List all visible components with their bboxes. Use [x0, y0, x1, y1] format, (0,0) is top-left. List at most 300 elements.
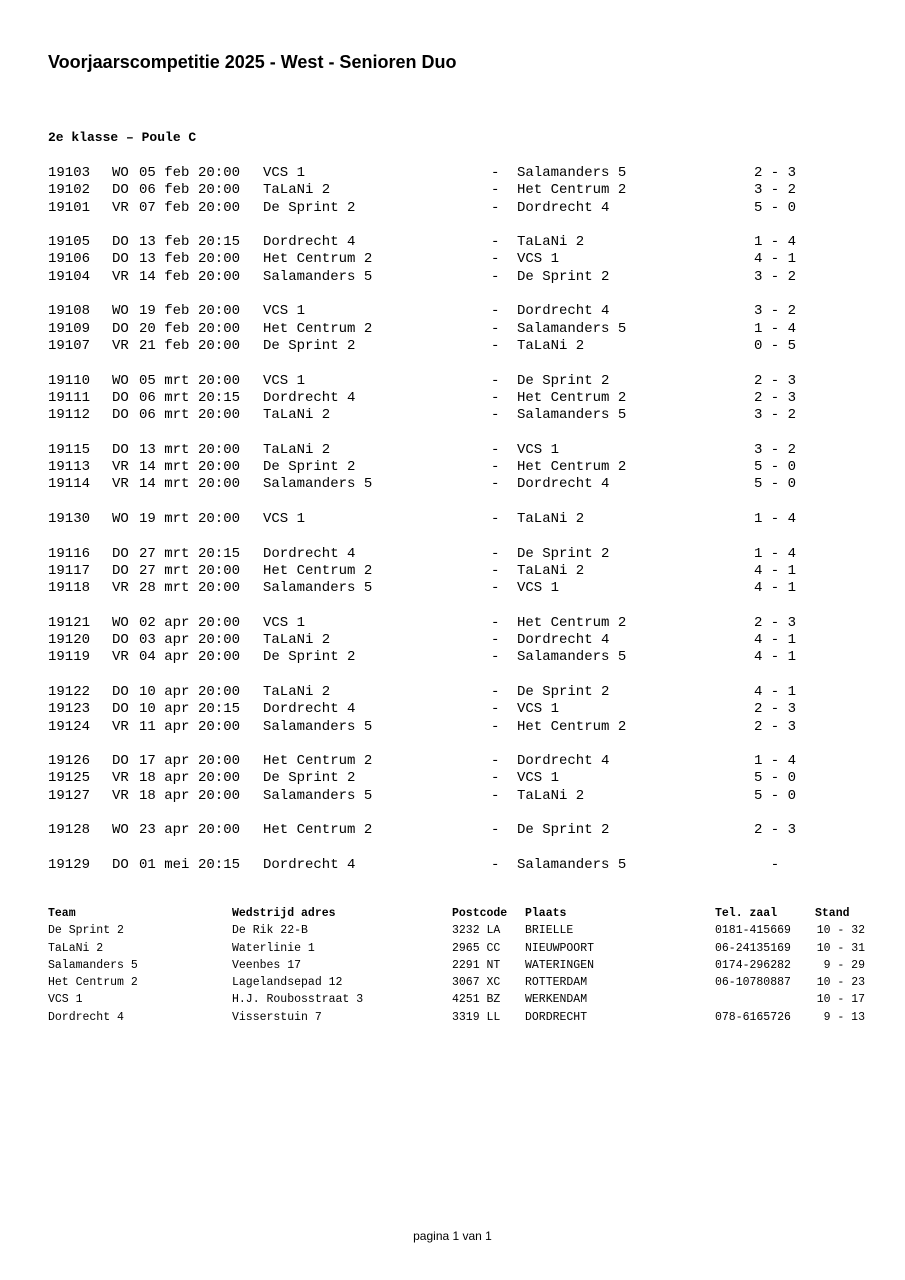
away-team: Dordrecht 4	[517, 632, 610, 649]
table-row	[0, 1009, 905, 1026]
match-row	[0, 632, 905, 649]
match-row	[0, 165, 905, 182]
match-row	[0, 788, 905, 805]
home-team: VCS 1	[263, 303, 306, 320]
match-number: 19127	[48, 787, 91, 804]
match-time: 20:00	[198, 476, 241, 493]
team-phone: 078-6165726	[715, 1010, 791, 1024]
match-number: 19124	[48, 718, 91, 735]
match-row	[0, 321, 905, 338]
versus-dash: -	[491, 372, 500, 389]
match-row	[0, 338, 905, 355]
match-date: 10 apr	[139, 701, 190, 718]
match-round	[0, 615, 905, 667]
match-round	[0, 753, 905, 805]
match-date: 06 mrt	[139, 389, 190, 406]
match-time: 20:00	[198, 562, 241, 579]
match-date: 19 mrt	[139, 510, 190, 527]
match-score: 3 - 2	[753, 441, 796, 458]
versus-dash: -	[491, 770, 500, 787]
match-round	[0, 511, 905, 528]
match-time: 20:00	[198, 718, 241, 735]
match-row	[0, 407, 905, 424]
away-team: Salamanders 5	[517, 407, 627, 424]
match-score: 4 - 1	[753, 580, 796, 597]
versus-dash: -	[491, 234, 500, 251]
match-score: 4 - 1	[753, 683, 796, 700]
team-stand: 10 - 17	[816, 993, 865, 1007]
match-time: 20:15	[198, 545, 241, 562]
match-day: DO	[112, 545, 129, 562]
away-team: Dordrecht 4	[517, 199, 610, 216]
match-score: 2 - 3	[753, 822, 796, 839]
away-team: Het Centrum 2	[517, 459, 627, 476]
match-day: DO	[112, 701, 129, 718]
match-score: -	[770, 856, 780, 873]
match-score: 1 - 4	[753, 320, 796, 337]
teams-table	[0, 905, 905, 1026]
away-team: TaLaNi 2	[517, 510, 585, 527]
match-date: 02 apr	[139, 614, 190, 631]
match-time: 20:00	[198, 510, 241, 527]
match-date: 06 feb	[139, 182, 190, 199]
team-stand: 10 - 31	[816, 941, 865, 955]
match-number: 19103	[48, 165, 91, 181]
match-round	[0, 822, 905, 839]
match-score: 2 - 3	[753, 614, 796, 631]
home-team: Salamanders 5	[263, 787, 373, 804]
match-row	[0, 269, 905, 286]
match-date: 10 apr	[139, 683, 190, 700]
match-day: DO	[112, 856, 129, 873]
match-day: DO	[112, 234, 129, 251]
table-row	[0, 940, 905, 957]
match-date: 14 feb	[139, 268, 190, 285]
match-date: 19 feb	[139, 303, 190, 320]
match-day: VR	[112, 459, 129, 476]
home-team: Het Centrum 2	[263, 562, 373, 579]
match-date: 07 feb	[139, 199, 190, 216]
match-number: 19116	[48, 545, 91, 562]
team-address: Visserstuin 7	[232, 1010, 322, 1024]
team-name: Salamanders 5	[48, 958, 138, 972]
team-city: WATERINGEN	[525, 958, 595, 972]
match-day: DO	[112, 251, 129, 268]
match-date: 03 apr	[139, 632, 190, 649]
away-team: De Sprint 2	[517, 545, 610, 562]
match-round	[0, 234, 905, 286]
match-row	[0, 303, 905, 320]
away-team: VCS 1	[517, 441, 560, 458]
versus-dash: -	[491, 683, 500, 700]
match-number: 19118	[48, 580, 91, 597]
match-day: VR	[112, 476, 129, 493]
match-date: 21 feb	[139, 337, 190, 354]
match-date: 06 mrt	[139, 407, 190, 424]
versus-dash: -	[491, 165, 500, 181]
match-day: DO	[112, 562, 129, 579]
match-day: WO	[112, 614, 129, 631]
match-day: WO	[112, 372, 129, 389]
match-score: 5 - 0	[753, 476, 796, 493]
team-phone: 0181-415669	[715, 924, 791, 938]
team-postcode: 2965 CC	[452, 941, 501, 955]
match-number: 19101	[48, 199, 91, 216]
match-date: 05 mrt	[139, 372, 190, 389]
match-number: 19129	[48, 856, 91, 873]
match-score: 1 - 4	[753, 234, 796, 251]
match-time: 20:00	[198, 407, 241, 424]
match-number: 19109	[48, 320, 91, 337]
match-date: 14 mrt	[139, 459, 190, 476]
match-score: 4 - 1	[753, 632, 796, 649]
match-day: DO	[112, 683, 129, 700]
match-time: 20:00	[198, 459, 241, 476]
match-number: 19108	[48, 303, 91, 320]
versus-dash: -	[491, 580, 500, 597]
match-score: 3 - 2	[753, 407, 796, 424]
home-team: Het Centrum 2	[263, 753, 373, 770]
team-postcode: 3232 LA	[452, 924, 501, 938]
match-day: VR	[112, 268, 129, 285]
match-number: 19117	[48, 562, 91, 579]
match-score: 5 - 0	[753, 787, 796, 804]
home-team: Het Centrum 2	[263, 251, 373, 268]
match-day: DO	[112, 389, 129, 406]
match-day: VR	[112, 787, 129, 804]
header-postcode: Postcode	[452, 907, 508, 920]
team-city: BRIELLE	[525, 924, 574, 938]
versus-dash: -	[491, 753, 500, 770]
match-round	[0, 684, 905, 736]
match-number: 19126	[48, 753, 91, 770]
table-row	[0, 922, 905, 939]
home-team: TaLaNi 2	[263, 407, 331, 424]
match-date: 27 mrt	[139, 545, 190, 562]
match-row	[0, 251, 905, 268]
versus-dash: -	[491, 701, 500, 718]
match-time: 20:00	[198, 182, 241, 199]
section-title: 2e klasse – Poule C	[48, 130, 197, 145]
match-date: 13 feb	[139, 234, 190, 251]
table-row	[0, 957, 905, 974]
away-team: Het Centrum 2	[517, 718, 627, 735]
versus-dash: -	[491, 718, 500, 735]
away-team: De Sprint 2	[517, 822, 610, 839]
match-score: 2 - 3	[753, 701, 796, 718]
match-row	[0, 234, 905, 251]
match-date: 20 feb	[139, 320, 190, 337]
versus-dash: -	[491, 199, 500, 216]
match-row	[0, 442, 905, 459]
match-time: 20:00	[198, 580, 241, 597]
away-team: Dordrecht 4	[517, 303, 610, 320]
match-row	[0, 770, 905, 787]
match-row	[0, 546, 905, 563]
versus-dash: -	[491, 632, 500, 649]
versus-dash: -	[491, 562, 500, 579]
match-score: 5 - 0	[753, 459, 796, 476]
team-name: VCS 1	[48, 993, 83, 1007]
versus-dash: -	[491, 459, 500, 476]
match-number: 19128	[48, 822, 91, 839]
away-team: Het Centrum 2	[517, 182, 627, 199]
home-team: Dordrecht 4	[263, 389, 356, 406]
home-team: Salamanders 5	[263, 268, 373, 285]
team-city: ROTTERDAM	[525, 976, 588, 990]
match-row	[0, 753, 905, 770]
match-day: DO	[112, 441, 129, 458]
match-date: 17 apr	[139, 753, 190, 770]
match-time: 20:00	[198, 632, 241, 649]
match-number: 19122	[48, 683, 91, 700]
away-team: De Sprint 2	[517, 683, 610, 700]
match-time: 20:15	[198, 389, 241, 406]
team-address: De Rik 22-B	[232, 924, 308, 938]
away-team: Dordrecht 4	[517, 476, 610, 493]
match-date: 28 mrt	[139, 580, 190, 597]
home-team: Dordrecht 4	[263, 701, 356, 718]
away-team: Salamanders 5	[517, 165, 627, 181]
match-time: 20:00	[198, 649, 241, 666]
home-team: De Sprint 2	[263, 770, 356, 787]
match-time: 20:00	[198, 372, 241, 389]
match-day: DO	[112, 753, 129, 770]
versus-dash: -	[491, 303, 500, 320]
match-time: 20:00	[198, 337, 241, 354]
away-team: VCS 1	[517, 251, 560, 268]
header-city: Plaats	[525, 907, 567, 920]
away-team: Dordrecht 4	[517, 753, 610, 770]
match-row	[0, 511, 905, 528]
team-city: WERKENDAM	[525, 993, 588, 1007]
team-address: Waterlinie 1	[232, 941, 315, 955]
match-number: 19123	[48, 701, 91, 718]
away-team: VCS 1	[517, 770, 560, 787]
page-footer: pagina 1 van 1	[413, 1229, 492, 1243]
match-number: 19113	[48, 459, 91, 476]
match-score: 1 - 4	[753, 510, 796, 527]
team-city: DORDRECHT	[525, 1010, 588, 1024]
team-postcode: 3319 LL	[452, 1010, 501, 1024]
match-number: 19121	[48, 614, 91, 631]
match-date: 04 apr	[139, 649, 190, 666]
away-team: TaLaNi 2	[517, 787, 585, 804]
versus-dash: -	[491, 545, 500, 562]
match-score: 4 - 1	[753, 649, 796, 666]
home-team: Salamanders 5	[263, 718, 373, 735]
match-number: 19105	[48, 234, 91, 251]
home-team: VCS 1	[263, 165, 306, 181]
team-postcode: 2291 NT	[452, 958, 501, 972]
home-team: VCS 1	[263, 372, 306, 389]
match-score: 4 - 1	[753, 251, 796, 268]
match-number: 19114	[48, 476, 91, 493]
team-postcode: 3067 XC	[452, 976, 501, 990]
match-time: 20:00	[198, 199, 241, 216]
match-score: 4 - 1	[753, 562, 796, 579]
match-score: 2 - 3	[753, 372, 796, 389]
match-number: 19106	[48, 251, 91, 268]
match-time: 20:15	[198, 234, 241, 251]
header-tel: Tel. zaal	[715, 907, 778, 920]
match-number: 19119	[48, 649, 91, 666]
home-team: Dordrecht 4	[263, 234, 356, 251]
home-team: De Sprint 2	[263, 199, 356, 216]
home-team: De Sprint 2	[263, 649, 356, 666]
match-date: 13 feb	[139, 251, 190, 268]
away-team: Salamanders 5	[517, 649, 627, 666]
home-team: TaLaNi 2	[263, 632, 331, 649]
home-team: De Sprint 2	[263, 459, 356, 476]
match-round	[0, 373, 905, 425]
match-row	[0, 701, 905, 718]
match-day: DO	[112, 320, 129, 337]
match-time: 20:00	[198, 320, 241, 337]
team-name: De Sprint 2	[48, 924, 124, 938]
match-date: 18 apr	[139, 787, 190, 804]
match-time: 20:15	[198, 701, 241, 718]
match-time: 20:00	[198, 787, 241, 804]
home-team: Salamanders 5	[263, 476, 373, 493]
match-day: DO	[112, 182, 129, 199]
versus-dash: -	[491, 337, 500, 354]
page-title: Voorjaarscompetitie 2025 - West - Senioren Duo	[48, 52, 457, 72]
versus-dash: -	[491, 441, 500, 458]
versus-dash: -	[491, 649, 500, 666]
match-day: VR	[112, 770, 129, 787]
match-date: 01 mei	[139, 856, 190, 873]
match-round	[0, 303, 905, 355]
away-team: TaLaNi 2	[517, 337, 585, 354]
away-team: TaLaNi 2	[517, 562, 585, 579]
versus-dash: -	[491, 476, 500, 493]
match-score: 0 - 5	[753, 337, 796, 354]
match-row	[0, 476, 905, 493]
away-team: VCS 1	[517, 580, 560, 597]
match-score: 2 - 3	[753, 718, 796, 735]
match-number: 19104	[48, 268, 91, 285]
team-postcode: 4251 BZ	[452, 993, 501, 1007]
match-day: DO	[112, 632, 129, 649]
match-row	[0, 182, 905, 199]
match-day: WO	[112, 303, 129, 320]
match-row	[0, 649, 905, 666]
home-team: Salamanders 5	[263, 580, 373, 597]
match-time: 20:00	[198, 753, 241, 770]
away-team: De Sprint 2	[517, 372, 610, 389]
match-date: 11 apr	[139, 718, 190, 735]
team-stand: 9 - 29	[823, 958, 865, 972]
match-date: 05 feb	[139, 165, 190, 181]
match-score: 3 - 2	[753, 268, 796, 285]
match-day: VR	[112, 718, 129, 735]
match-score: 3 - 2	[753, 182, 796, 199]
match-row	[0, 684, 905, 701]
match-day: DO	[112, 407, 129, 424]
away-team: De Sprint 2	[517, 268, 610, 285]
match-number: 19130	[48, 510, 91, 527]
match-day: VR	[112, 199, 129, 216]
match-time: 20:00	[198, 165, 241, 181]
match-number: 19115	[48, 441, 91, 458]
team-stand: 10 - 32	[816, 924, 865, 938]
match-score: 1 - 4	[753, 753, 796, 770]
match-number: 19102	[48, 182, 91, 199]
match-number: 19125	[48, 770, 91, 787]
home-team: VCS 1	[263, 614, 306, 631]
match-row	[0, 615, 905, 632]
team-phone: 06-10780887	[715, 976, 791, 990]
versus-dash: -	[491, 251, 500, 268]
match-round	[0, 165, 905, 217]
match-score: 3 - 2	[753, 303, 796, 320]
match-row	[0, 580, 905, 597]
header-address: Wedstrijd adres	[232, 907, 336, 920]
home-team: Dordrecht 4	[263, 856, 356, 873]
match-date: 23 apr	[139, 822, 190, 839]
away-team: Het Centrum 2	[517, 614, 627, 631]
header-stand: Stand	[815, 907, 850, 920]
match-day: VR	[112, 337, 129, 354]
versus-dash: -	[491, 614, 500, 631]
versus-dash: -	[491, 856, 500, 873]
match-time: 20:00	[198, 251, 241, 268]
match-round	[0, 442, 905, 494]
match-date: 14 mrt	[139, 476, 190, 493]
versus-dash: -	[491, 787, 500, 804]
match-row	[0, 719, 905, 736]
match-round	[0, 546, 905, 598]
away-team: Het Centrum 2	[517, 389, 627, 406]
match-time: 20:00	[198, 441, 241, 458]
match-time: 20:00	[198, 268, 241, 285]
home-team: Het Centrum 2	[263, 822, 373, 839]
match-number: 19111	[48, 389, 91, 406]
away-team: Salamanders 5	[517, 856, 627, 873]
team-name: Dordrecht 4	[48, 1010, 124, 1024]
versus-dash: -	[491, 510, 500, 527]
match-round	[0, 857, 905, 874]
away-team: VCS 1	[517, 701, 560, 718]
match-time: 20:00	[198, 683, 241, 700]
home-team: De Sprint 2	[263, 337, 356, 354]
match-row	[0, 200, 905, 217]
match-time: 20:00	[198, 303, 241, 320]
match-day: WO	[112, 165, 129, 181]
match-row	[0, 822, 905, 839]
match-day: WO	[112, 510, 129, 527]
versus-dash: -	[491, 182, 500, 199]
versus-dash: -	[491, 389, 500, 406]
match-schedule	[0, 165, 905, 891]
match-row	[0, 390, 905, 407]
home-team: TaLaNi 2	[263, 441, 331, 458]
match-date: 13 mrt	[139, 441, 190, 458]
table-row	[0, 991, 905, 1008]
home-team: Dordrecht 4	[263, 545, 356, 562]
match-score: 1 - 4	[753, 545, 796, 562]
table-row	[0, 974, 905, 991]
versus-dash: -	[491, 822, 500, 839]
away-team: TaLaNi 2	[517, 234, 585, 251]
versus-dash: -	[491, 268, 500, 285]
header-team: Team	[48, 907, 76, 920]
match-score: 5 - 0	[753, 770, 796, 787]
match-date: 18 apr	[139, 770, 190, 787]
match-score: 2 - 3	[753, 389, 796, 406]
home-team: TaLaNi 2	[263, 182, 331, 199]
